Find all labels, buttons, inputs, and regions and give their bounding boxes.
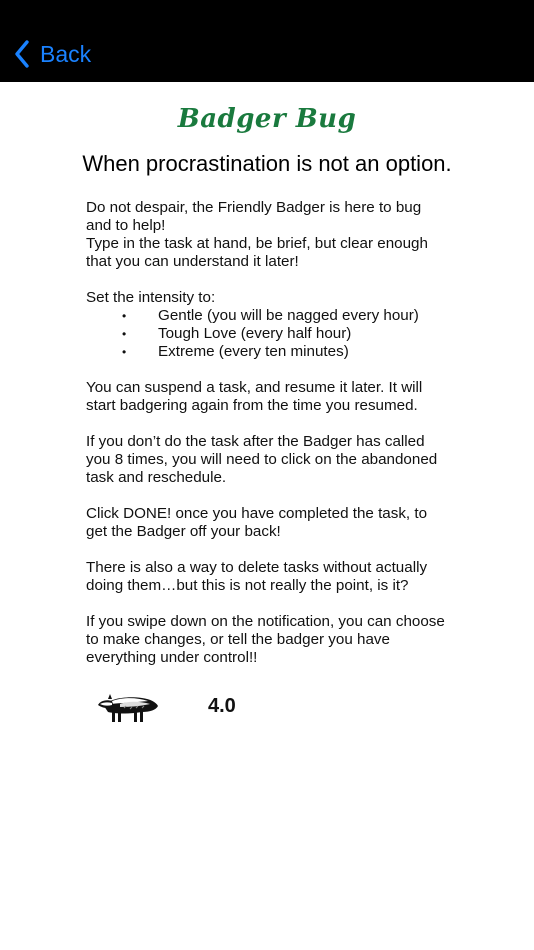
footer <box>96 688 396 728</box>
intensity-option-tough-love: Tough Love (every half hour) <box>158 325 352 342</box>
done-paragraph: Click DONE! once you have completed the task, to get the Badger off your back! <box>86 505 428 540</box>
navigation-bar <box>0 0 534 82</box>
list-item <box>86 343 446 361</box>
delete-paragraph: There is also a way to delete tasks without actually doing them…but this is not really the point, is it? <box>86 559 428 594</box>
intro-line-1: Do not despair, the Friendly Badger is here to bug and to help! <box>86 199 422 234</box>
instructions <box>86 199 446 685</box>
list-item <box>86 325 446 343</box>
intensity-heading: Set the intensity to: <box>86 289 216 306</box>
intensity-option-extreme: Extreme (every ten minutes) <box>158 343 349 360</box>
back-button[interactable] <box>14 38 91 70</box>
intensity-list <box>86 307 446 361</box>
list-item <box>86 307 446 325</box>
suspend-paragraph: You can suspend a task, and resume it later. It will start badgering again from the time you resumed. <box>86 379 423 414</box>
badger-icon <box>96 688 160 726</box>
abandon-paragraph: If you don’t do the task after the Badger has called you 8 times, you will need to click on the abandoned task and reschedule. <box>86 433 438 486</box>
swipe-paragraph: If you swipe down on the notification, you can choose to make changes, or tell the badger you have everything under control!! <box>86 613 445 666</box>
bullet-icon: • <box>122 327 127 341</box>
version-number: 4.0 <box>208 695 236 717</box>
tagline: When procrastination is not an option. <box>82 151 452 176</box>
bullet-icon: • <box>122 345 127 359</box>
intro-line-2: Type in the task at hand, be brief, but clear enough that you can understand it later! <box>86 235 428 270</box>
bullet-icon: • <box>122 309 127 323</box>
app-title: Badger Bug <box>177 104 357 134</box>
chevron-left-icon <box>14 40 30 68</box>
intensity-option-gentle: Gentle (you will be nagged every hour) <box>158 307 419 324</box>
back-button-label: Back <box>40 41 92 67</box>
